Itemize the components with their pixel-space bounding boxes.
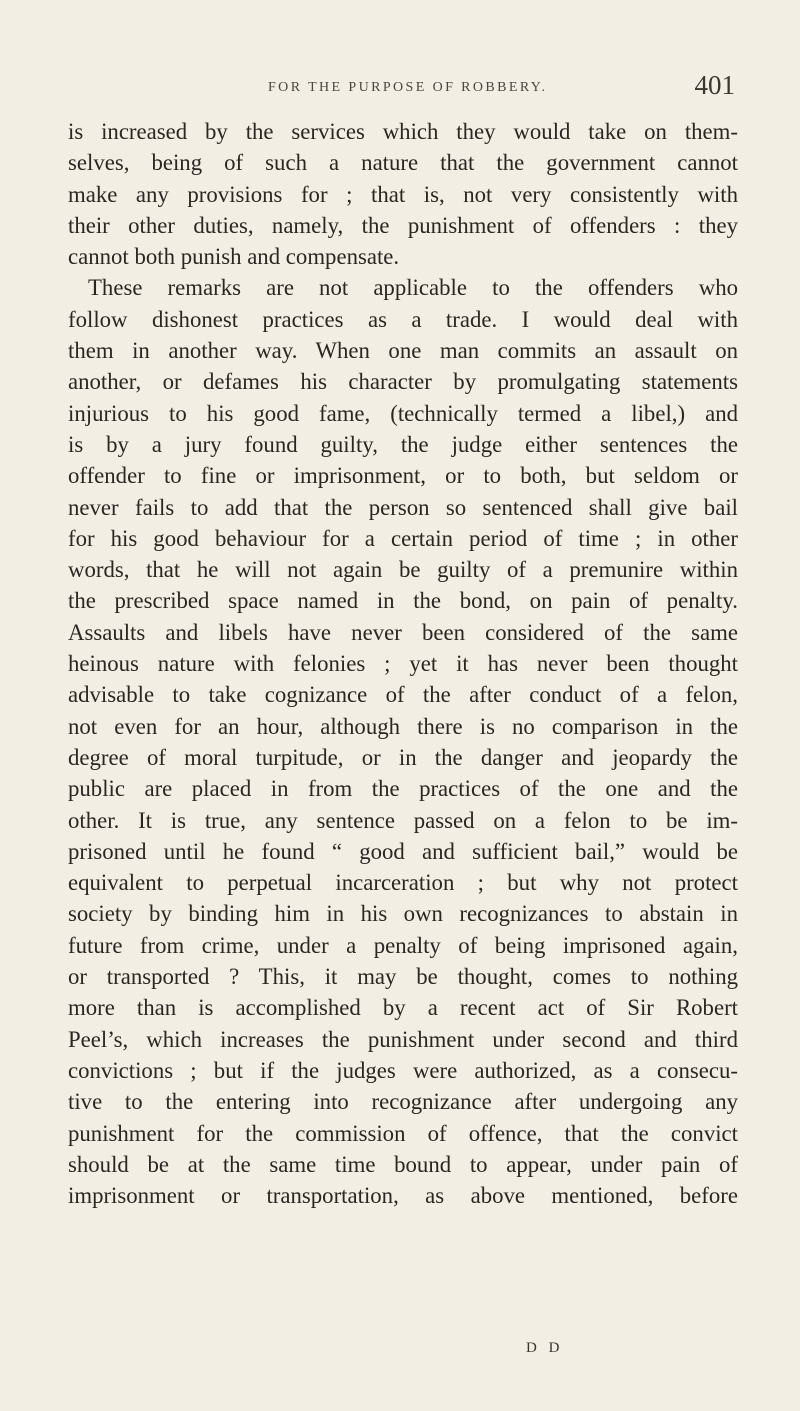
text-line: convictions ; but if the judges were authorized, as a consecu- [68,1057,738,1083]
text-line: tive to the entering into recognizance after undergoing any [68,1089,738,1115]
text-line: words, that he will not again be guilty of a premunire within [68,557,738,583]
page-number: 401 [694,70,735,100]
text-line: should be at the same time bound to appear, under pain of [68,1151,738,1177]
signature-mark: D D [526,1340,564,1356]
text-line: heinous nature with felonies ; yet it has never been thought [68,651,738,677]
text-line: never fails to add that the person so sentenced shall give bail [68,494,738,520]
text-line: make any provisions for ; that is, not very consistently with [68,181,738,207]
text-line: punishment for the commission of offence, that the convict [68,1120,738,1146]
body-text [68,116,738,1211]
text-line: equivalent to perpetual incarceration ; but why not protect [68,870,738,896]
text-line: advisable to take cognizance of the after conduct of a felon, [68,682,738,708]
text-line: imprisonment or transportation, as above mentioned, before [68,1183,738,1209]
text-line: their other duties, namely, the punishment of offenders : they [68,212,738,238]
text-line: prisoned until he found “ good and sufficient bail,” would be [68,838,738,864]
text-line: more than is accomplished by a recent act of Sir Robert [68,995,738,1021]
text-line: is by a jury found guilty, the judge either sentences the [68,431,738,457]
text-line: society by binding him in his own recognizances to abstain in [68,901,738,927]
text-line: other. It is true, any sentence passed on a felon to be im- [68,807,738,833]
text-line: not even for an hour, although there is no comparison in the [68,713,738,739]
text-line: future from crime, under a penalty of being imprisoned again, [68,932,738,958]
text-line: for his good behaviour for a certain period of time ; in other [68,525,738,551]
running-title: FOR THE PURPOSE OF ROBBERY. [268,80,548,95]
text-line: Assaults and libels have never been considered of the same [68,619,738,645]
text-line: or transported ? This, it may be thought, comes to nothing [68,964,738,990]
text-line: cannot both punish and compensate. [68,244,400,270]
text-line: injurious to his good fame, (technically termed a libel,) and [68,400,738,426]
text-line: selves, being of such a nature that the government cannot [68,150,738,176]
text-line: follow dishonest practices as a trade. I would deal with [68,306,738,332]
text-line: offender to fine or imprisonment, or to both, but seldom or [68,463,738,489]
text-line: the prescribed space named in the bond, on pain of penalty. [68,588,738,614]
text-line: public are placed in from the practices of the one and the [68,776,738,802]
text-line: Peel’s, which increases the punishment under second and third [68,1026,738,1052]
text-line: another, or defames his character by promulgating statements [68,369,738,395]
text-line: These remarks are not applicable to the offenders who [88,275,738,301]
text-line: is increased by the services which they would take on them- [68,119,738,144]
running-head [68,68,735,108]
text-line: degree of moral turpitude, or in the danger and jeopardy the [68,744,738,770]
text-line: them in another way. When one man commits an assault on [68,338,738,364]
